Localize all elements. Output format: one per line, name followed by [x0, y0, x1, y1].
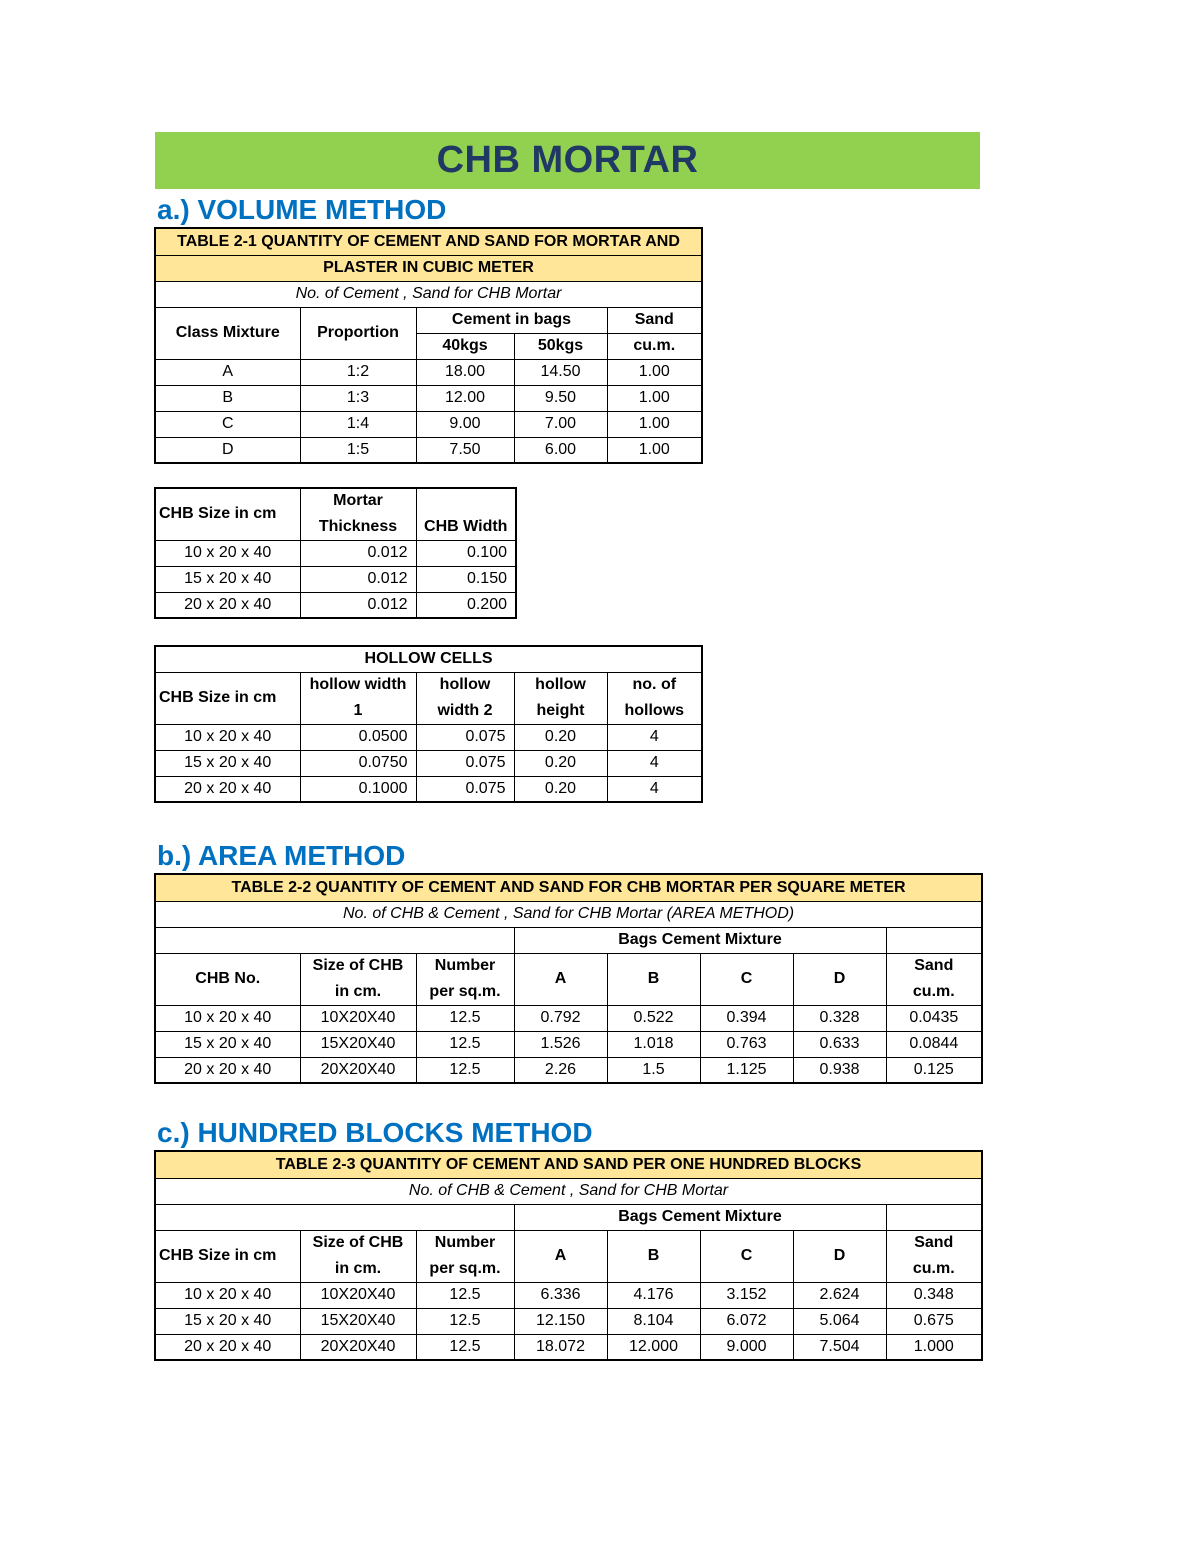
table-row: [155, 411, 702, 437]
header-sand: Sand: [886, 953, 982, 979]
cell: 0.0435: [886, 1005, 982, 1031]
cell: 2.624: [793, 1282, 886, 1308]
cell: 0.0750: [300, 750, 416, 776]
cell: 4: [607, 750, 702, 776]
cell: 10 x 20 x 40: [155, 1005, 300, 1031]
cell: 1.00: [607, 359, 702, 385]
cell: 12.5: [416, 1334, 514, 1360]
cell: 0.633: [793, 1031, 886, 1057]
header-no-of-hollows-b: hollows: [607, 698, 702, 724]
header-thickness: Thickness: [300, 514, 416, 540]
header-d: D: [793, 953, 886, 1005]
cell: 4: [607, 776, 702, 802]
cell: 0.20: [514, 776, 607, 802]
header-b: B: [607, 1230, 700, 1282]
header-chb-size: CHB Size in cm: [155, 672, 300, 724]
cell: 15 x 20 x 40: [155, 566, 300, 592]
cell: 0.792: [514, 1005, 607, 1031]
cell: 10 x 20 x 40: [155, 1282, 300, 1308]
header-per-sqm: per sq.m.: [416, 1256, 514, 1282]
header-a: A: [514, 953, 607, 1005]
cell: 1.526: [514, 1031, 607, 1057]
cell: 1.00: [607, 385, 702, 411]
table-subtitle: No. of Cement , Sand for CHB Mortar: [155, 281, 702, 307]
cell: 0.075: [416, 724, 514, 750]
header-per-sqm: per sq.m.: [416, 979, 514, 1005]
header-hollow-height-b: height: [514, 698, 607, 724]
header-blank: [155, 927, 514, 953]
table-2-2: [154, 873, 983, 1084]
cell: 12.5: [416, 1005, 514, 1031]
table-row: [155, 1005, 982, 1031]
cell: 8.104: [607, 1308, 700, 1334]
cell: 15X20X40: [300, 1308, 416, 1334]
section-heading-area: b.) AREA METHOD: [157, 840, 406, 871]
cell: 0.200: [416, 592, 516, 618]
cell: 1.00: [607, 437, 702, 463]
header-chb-no: CHB No.: [155, 953, 300, 1005]
header-hollow-height: hollow: [514, 672, 607, 698]
cell: 1:2: [300, 359, 416, 385]
table-row: [155, 566, 516, 592]
table-row: [155, 540, 516, 566]
header-chb-size: CHB Size in cm: [155, 1230, 300, 1282]
header-a: A: [514, 1230, 607, 1282]
section-heading-hundred-blocks: c.) HUNDRED BLOCKS METHOD: [157, 1117, 593, 1148]
header-blank: [416, 488, 516, 514]
table-row: [155, 437, 702, 463]
table-subtitle: No. of CHB & Cement , Sand for CHB Mortar: [155, 1178, 982, 1204]
cell: 9.000: [700, 1334, 793, 1360]
cell: C: [155, 411, 300, 437]
cell: 0.150: [416, 566, 516, 592]
header-cement-bags: Cement in bags: [416, 307, 607, 333]
cell: 0.20: [514, 724, 607, 750]
cell: 1.018: [607, 1031, 700, 1057]
cell: 15 x 20 x 40: [155, 1308, 300, 1334]
cell: 10X20X40: [300, 1282, 416, 1308]
table-row: [155, 1334, 982, 1360]
header-50kgs: 50kgs: [514, 333, 607, 359]
header-number: Number: [416, 953, 514, 979]
cell: 20 x 20 x 40: [155, 1057, 300, 1083]
cell: 15 x 20 x 40: [155, 1031, 300, 1057]
cell: 12.5: [416, 1031, 514, 1057]
cell: 3.152: [700, 1282, 793, 1308]
title-banner: [155, 132, 980, 189]
header-proportion: Proportion: [300, 307, 416, 359]
cell: 1.000: [886, 1334, 982, 1360]
header-number: Number: [416, 1230, 514, 1256]
cell: 4: [607, 724, 702, 750]
table-row: [155, 1057, 982, 1083]
table-row: [155, 592, 516, 618]
table-2-3: [154, 1150, 983, 1361]
cell: 0.328: [793, 1005, 886, 1031]
cell: 0.125: [886, 1057, 982, 1083]
table-row: [155, 724, 702, 750]
cell: 0.075: [416, 750, 514, 776]
table-row: [155, 359, 702, 385]
header-bags-cement-mixture: Bags Cement Mixture: [514, 927, 886, 953]
header-b: B: [607, 953, 700, 1005]
header-sand: Sand: [886, 1230, 982, 1256]
header-cum: cu.m.: [886, 979, 982, 1005]
cell: 0.1000: [300, 776, 416, 802]
table-row: [155, 1282, 982, 1308]
cell: 10X20X40: [300, 1005, 416, 1031]
header-mortar: Mortar: [300, 488, 416, 514]
header-hollow-width-2: hollow: [416, 672, 514, 698]
table-2-1: [154, 227, 703, 464]
cell: 0.100: [416, 540, 516, 566]
table-row: [155, 385, 702, 411]
cell: 0.0844: [886, 1031, 982, 1057]
cell: 0.012: [300, 592, 416, 618]
cell: 12.000: [607, 1334, 700, 1360]
section-heading-volume: a.) VOLUME METHOD: [157, 194, 447, 225]
cell: A: [155, 359, 300, 385]
cell: 0.0500: [300, 724, 416, 750]
header-blank: [886, 1204, 982, 1230]
cell: 14.50: [514, 359, 607, 385]
header-size-of-chb: Size of CHB: [300, 953, 416, 979]
table-subtitle: No. of CHB & Cement , Sand for CHB Mortar (AREA METHOD): [155, 901, 982, 927]
header-in-cm: in cm.: [300, 1256, 416, 1282]
cell: 6.336: [514, 1282, 607, 1308]
header-d: D: [793, 1230, 886, 1282]
cell: 18.00: [416, 359, 514, 385]
cell: 12.5: [416, 1282, 514, 1308]
cell: 1.5: [607, 1057, 700, 1083]
cell: 0.012: [300, 566, 416, 592]
cell: 9.00: [416, 411, 514, 437]
header-chb-width: CHB Width: [416, 514, 516, 540]
cell: 0.20: [514, 750, 607, 776]
table-caption: TABLE 2-2 QUANTITY OF CEMENT AND SAND FOR CHB MORTAR PER SQUARE METER: [155, 874, 982, 901]
table-hollow-cells: [154, 645, 703, 803]
cell: 12.5: [416, 1308, 514, 1334]
cell: 12.5: [416, 1057, 514, 1083]
cell: 0.675: [886, 1308, 982, 1334]
cell: 20 x 20 x 40: [155, 776, 300, 802]
cell: 12.150: [514, 1308, 607, 1334]
table-row: [155, 1031, 982, 1057]
header-class-mixture: Class Mixture: [155, 307, 300, 359]
header-sand: Sand: [607, 307, 702, 333]
header-hollow-width-2-b: width 2: [416, 698, 514, 724]
cell: 1.00: [607, 411, 702, 437]
table-caption: TABLE 2-1 QUANTITY OF CEMENT AND SAND FOR MORTAR AND: [155, 228, 702, 255]
header-bags-cement-mixture: Bags Cement Mixture: [514, 1204, 886, 1230]
header-no-of-hollows: no. of: [607, 672, 702, 698]
cell: 4.176: [607, 1282, 700, 1308]
cell: 10 x 20 x 40: [155, 540, 300, 566]
header-chb-size: CHB Size in cm: [155, 488, 300, 540]
cell: 7.504: [793, 1334, 886, 1360]
cell: 0.394: [700, 1005, 793, 1031]
cell: 0.522: [607, 1005, 700, 1031]
cell: 7.50: [416, 437, 514, 463]
cell: 12.00: [416, 385, 514, 411]
header-c: C: [700, 953, 793, 1005]
cell: 5.064: [793, 1308, 886, 1334]
cell: 20 x 20 x 40: [155, 1334, 300, 1360]
cell: 10 x 20 x 40: [155, 724, 300, 750]
cell: 0.012: [300, 540, 416, 566]
table-caption: HOLLOW CELLS: [155, 646, 702, 672]
table-row: [155, 776, 702, 802]
header-40kgs: 40kgs: [416, 333, 514, 359]
cell: 1:4: [300, 411, 416, 437]
table-row: [155, 1308, 982, 1334]
page-title: CHB MORTAR: [436, 139, 699, 181]
cell: 18.072: [514, 1334, 607, 1360]
cell: 0.348: [886, 1282, 982, 1308]
cell: 15 x 20 x 40: [155, 750, 300, 776]
table-caption: PLASTER IN CUBIC METER: [155, 255, 702, 281]
header-in-cm: in cm.: [300, 979, 416, 1005]
table-row: [155, 750, 702, 776]
cell: 0.763: [700, 1031, 793, 1057]
cell: 7.00: [514, 411, 607, 437]
cell: 0.938: [793, 1057, 886, 1083]
cell: 1:3: [300, 385, 416, 411]
cell: 20X20X40: [300, 1057, 416, 1083]
cell: 6.00: [514, 437, 607, 463]
header-c: C: [700, 1230, 793, 1282]
cell: 20 x 20 x 40: [155, 592, 300, 618]
header-blank: [155, 1204, 514, 1230]
cell: 15X20X40: [300, 1031, 416, 1057]
header-cum: cu.m.: [886, 1256, 982, 1282]
cell: 2.26: [514, 1057, 607, 1083]
header-hollow-width-1-b: 1: [300, 698, 416, 724]
cell: D: [155, 437, 300, 463]
cell: B: [155, 385, 300, 411]
table-mortar-thickness: [154, 487, 517, 619]
header-blank: [886, 927, 982, 953]
cell: 0.075: [416, 776, 514, 802]
header-size-of-chb: Size of CHB: [300, 1230, 416, 1256]
cell: 20X20X40: [300, 1334, 416, 1360]
header-hollow-width-1: hollow width: [300, 672, 416, 698]
cell: 6.072: [700, 1308, 793, 1334]
cell: 1:5: [300, 437, 416, 463]
cell: 9.50: [514, 385, 607, 411]
cell: 1.125: [700, 1057, 793, 1083]
table-caption: TABLE 2-3 QUANTITY OF CEMENT AND SAND PER ONE HUNDRED BLOCKS: [155, 1151, 982, 1178]
header-cum: cu.m.: [607, 333, 702, 359]
